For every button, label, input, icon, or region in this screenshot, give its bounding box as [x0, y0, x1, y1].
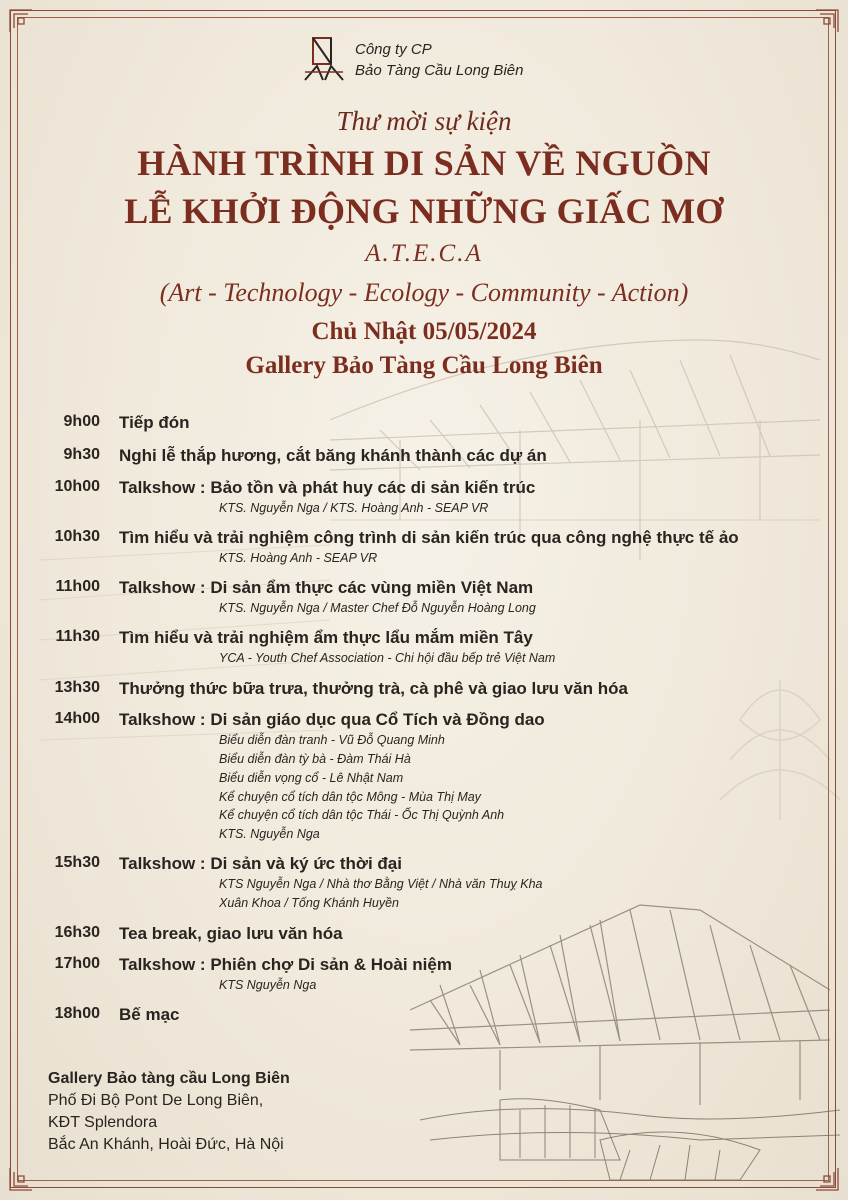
activity-text: Bảo tồn và phát huy các di sản kiến trúc	[210, 478, 536, 497]
schedule-activity: Nghi lễ thắp hương, cắt băng khánh thành các dự án	[119, 446, 547, 465]
talkshow-prefix: Talkshow :	[119, 955, 206, 974]
schedule-item	[0, 578, 848, 600]
schedule-time: 11h00	[55, 578, 100, 595]
schedule-item	[0, 413, 848, 435]
activity-text: Di sản và ký ức thời đại	[210, 854, 402, 873]
schedule-detail: KTS. Nguyễn Nga / KTS. Hoàng Anh - SEAP VR	[219, 501, 489, 515]
acronym: A.T.E.C.A	[365, 240, 483, 267]
schedule-activity: Tea break, giao lưu văn hóa	[119, 924, 343, 943]
schedule-detail: KTS Nguyễn Nga / Nhà thơ Bằng Việt / Nhà văn Thuỵ Kha	[219, 877, 543, 891]
talkshow-prefix: Talkshow :	[119, 478, 206, 497]
schedule-detail: KTS. Nguyễn Nga / Master Chef Đỗ Nguyễn Hoàng Long	[219, 601, 536, 615]
talkshow-prefix: Talkshow :	[119, 854, 206, 873]
invitation-label: Thư mời sự kiện	[336, 106, 512, 136]
logo-line-2: Bảo Tàng Cầu Long Biên	[355, 62, 524, 79]
schedule-item	[0, 628, 848, 650]
schedule-item	[0, 955, 848, 977]
event-title-line-1: HÀNH TRÌNH DI SẢN VỀ NGUỒN	[137, 143, 711, 183]
activity-text: Di sản giáo dục qua Cổ Tích và Đồng dao	[210, 710, 545, 729]
schedule-activity: Tìm hiểu và trải nghiệm ẩm thực lẩu mắm miền Tây	[119, 628, 533, 647]
schedule-detail: KTS. Nguyễn Nga	[219, 827, 320, 841]
schedule-detail: Biểu diễn vọng cổ - Lê Nhật Nam	[219, 771, 404, 785]
schedule-item	[0, 478, 848, 500]
activity-text: Phiên chợ Di sản & Hoài niệm	[210, 955, 452, 974]
schedule-detail: YCA - Youth Chef Association - Chi hội đầu bếp trẻ Việt Nam	[219, 651, 556, 665]
address-line-1: Phố Đi Bộ Pont De Long Biên,	[48, 1092, 264, 1109]
event-date: Chủ Nhật 05/05/2024	[311, 318, 537, 345]
talkshow-prefix: Talkshow :	[119, 578, 206, 597]
schedule-item	[0, 446, 848, 468]
schedule-activity: Thưởng thức bữa trưa, thưởng trà, cà phê và giao lưu văn hóa	[119, 679, 628, 698]
corner-ornament-icon	[8, 8, 34, 34]
address-line-2: KĐT Splendora	[48, 1114, 158, 1131]
schedule-activity	[119, 478, 535, 498]
schedule-activity	[119, 578, 533, 598]
corner-ornament-icon	[814, 8, 840, 34]
schedule-item	[0, 679, 848, 701]
schedule-time: 15h30	[54, 854, 100, 871]
schedule-time: 9h00	[63, 413, 100, 430]
schedule-time: 18h00	[54, 1005, 100, 1022]
schedule-item	[0, 528, 848, 550]
schedule-item	[0, 1005, 848, 1027]
schedule-time: 14h00	[54, 710, 100, 727]
activity-text: Di sản ẩm thực các vùng miền Việt Nam	[210, 578, 534, 597]
talkshow-prefix: Talkshow :	[119, 710, 206, 729]
schedule-activity: Bế mạc	[119, 1005, 180, 1024]
schedule-detail: Kể chuyện cổ tích dân tộc Thái - Ốc Thị Quỳnh Anh	[219, 808, 505, 822]
schedule-detail: Biểu diễn đàn tỳ bà - Đàm Thái Hà	[219, 752, 411, 766]
schedule-activity	[119, 710, 545, 730]
schedule-detail: Biểu diễn đàn tranh - Vũ Đỗ Quang Minh	[219, 733, 445, 747]
schedule-item	[0, 854, 848, 876]
schedule-time: 16h30	[54, 924, 100, 941]
schedule-activity: Tìm hiểu và trải nghiệm công trình di sản kiến trúc qua công nghệ thực tế ảo	[119, 528, 739, 547]
venue-address	[48, 1068, 290, 1156]
schedule-detail: KTS Nguyễn Nga	[219, 978, 317, 992]
schedule-time: 13h30	[54, 679, 100, 696]
logo-line-1: Công ty CP	[355, 41, 432, 58]
schedule-detail: Kể chuyện cổ tích dân tộc Mông - Mùa Thị May	[219, 790, 481, 804]
long-bien-bridge-logo-icon	[303, 36, 345, 82]
corner-ornament-icon	[814, 1166, 840, 1192]
schedule-activity: Tiếp đón	[119, 413, 190, 432]
corner-ornament-icon	[8, 1166, 34, 1192]
address-line-3: Bắc An Khánh, Hoài Đức, Hà Nội	[48, 1136, 284, 1153]
schedule-item	[0, 710, 848, 732]
schedule-time: 17h00	[54, 955, 100, 972]
schedule-activity	[119, 955, 452, 975]
company-logo	[303, 36, 543, 84]
schedule-time: 9h30	[63, 446, 100, 463]
schedule-detail: KTS. Hoàng Anh - SEAP VR	[219, 551, 378, 565]
acronym-expansion: (Art - Technology - Ecology - Community - Action)	[159, 278, 689, 307]
event-title-line-2: LỄ KHỞI ĐỘNG NHỮNG GIẤC MƠ	[124, 191, 724, 231]
schedule-time: 11h30	[55, 628, 100, 645]
schedule-time: 10h30	[54, 528, 100, 545]
schedule-detail: Xuân Khoa / Tống Khánh Huyền	[219, 896, 399, 910]
event-venue: Gallery Bảo Tàng Cầu Long Biên	[245, 352, 603, 379]
schedule-time: 10h00	[54, 478, 100, 495]
venue-name: Gallery Bảo tàng cầu Long Biên	[48, 1070, 290, 1087]
schedule-activity	[119, 854, 402, 874]
schedule-item	[0, 924, 848, 946]
